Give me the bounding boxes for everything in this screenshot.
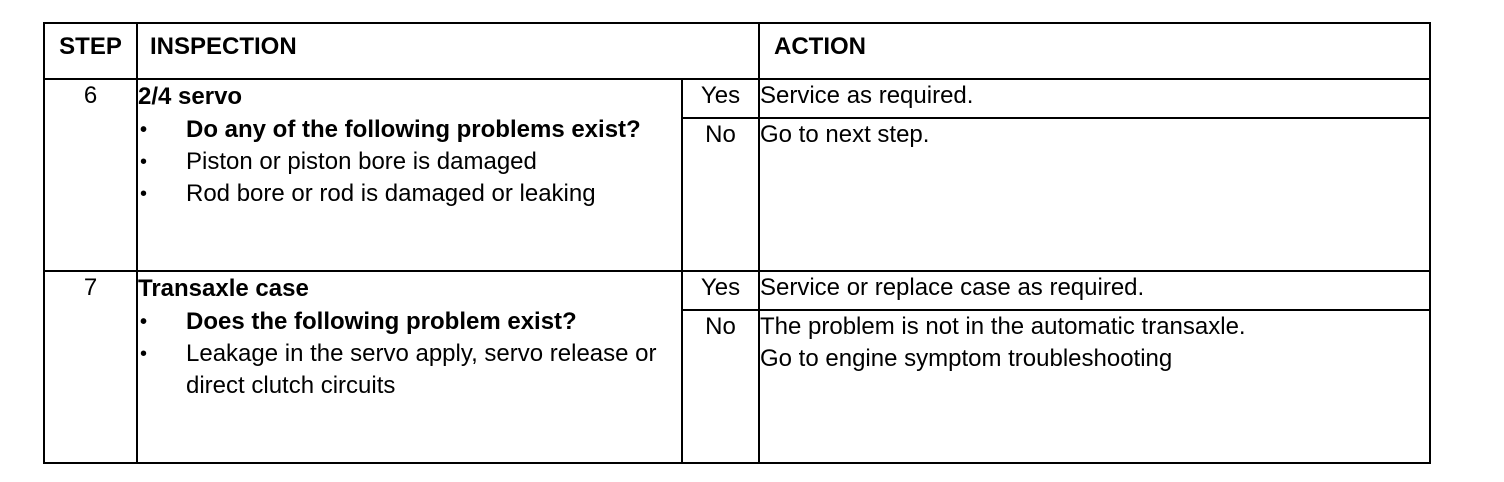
inspection-cell [137,79,682,271]
inspection-cell [137,271,682,463]
step-number: 7 [44,271,137,463]
table-row [44,79,1430,118]
answer-no: No [682,118,759,271]
inspection-question: • Do any of the following problems exist? [138,114,681,146]
diagnosis-table [43,22,1431,464]
action-yes: Service as required. [759,79,1430,118]
inspection-bullet: • Rod bore or rod is damaged or leaking [138,178,681,210]
inspection-title: Transaxle case [138,275,309,302]
inspection-bullet: • Piston or piston bore is damaged [138,146,681,178]
action-no: Go to next step. [759,118,1430,271]
action-no-line: Go to engine symptom troubleshooting [760,345,1173,372]
inspection-question: • Does the following problem exist? [138,306,681,338]
inspection-title: 2/4 servo [138,83,243,110]
answer-no: No [682,310,759,463]
header-step: STEP [44,23,137,79]
answer-yes: Yes [682,79,759,118]
action-no [759,310,1430,463]
header-action: ACTION [759,23,1430,79]
inspection-bullet-list [138,114,681,210]
step-number: 6 [44,79,137,271]
inspection-bullet-list [138,306,681,402]
header-inspection: INSPECTION [137,23,759,79]
inspection-bullet: • Leakage in the servo apply, servo release or direct clutch circuits [138,338,681,402]
table-row [44,271,1430,310]
action-no-line: The problem is not in the automatic transaxle. [760,313,1246,340]
table-header-row [44,23,1430,79]
answer-yes: Yes [682,271,759,310]
action-yes: Service or replace case as required. [759,271,1430,310]
